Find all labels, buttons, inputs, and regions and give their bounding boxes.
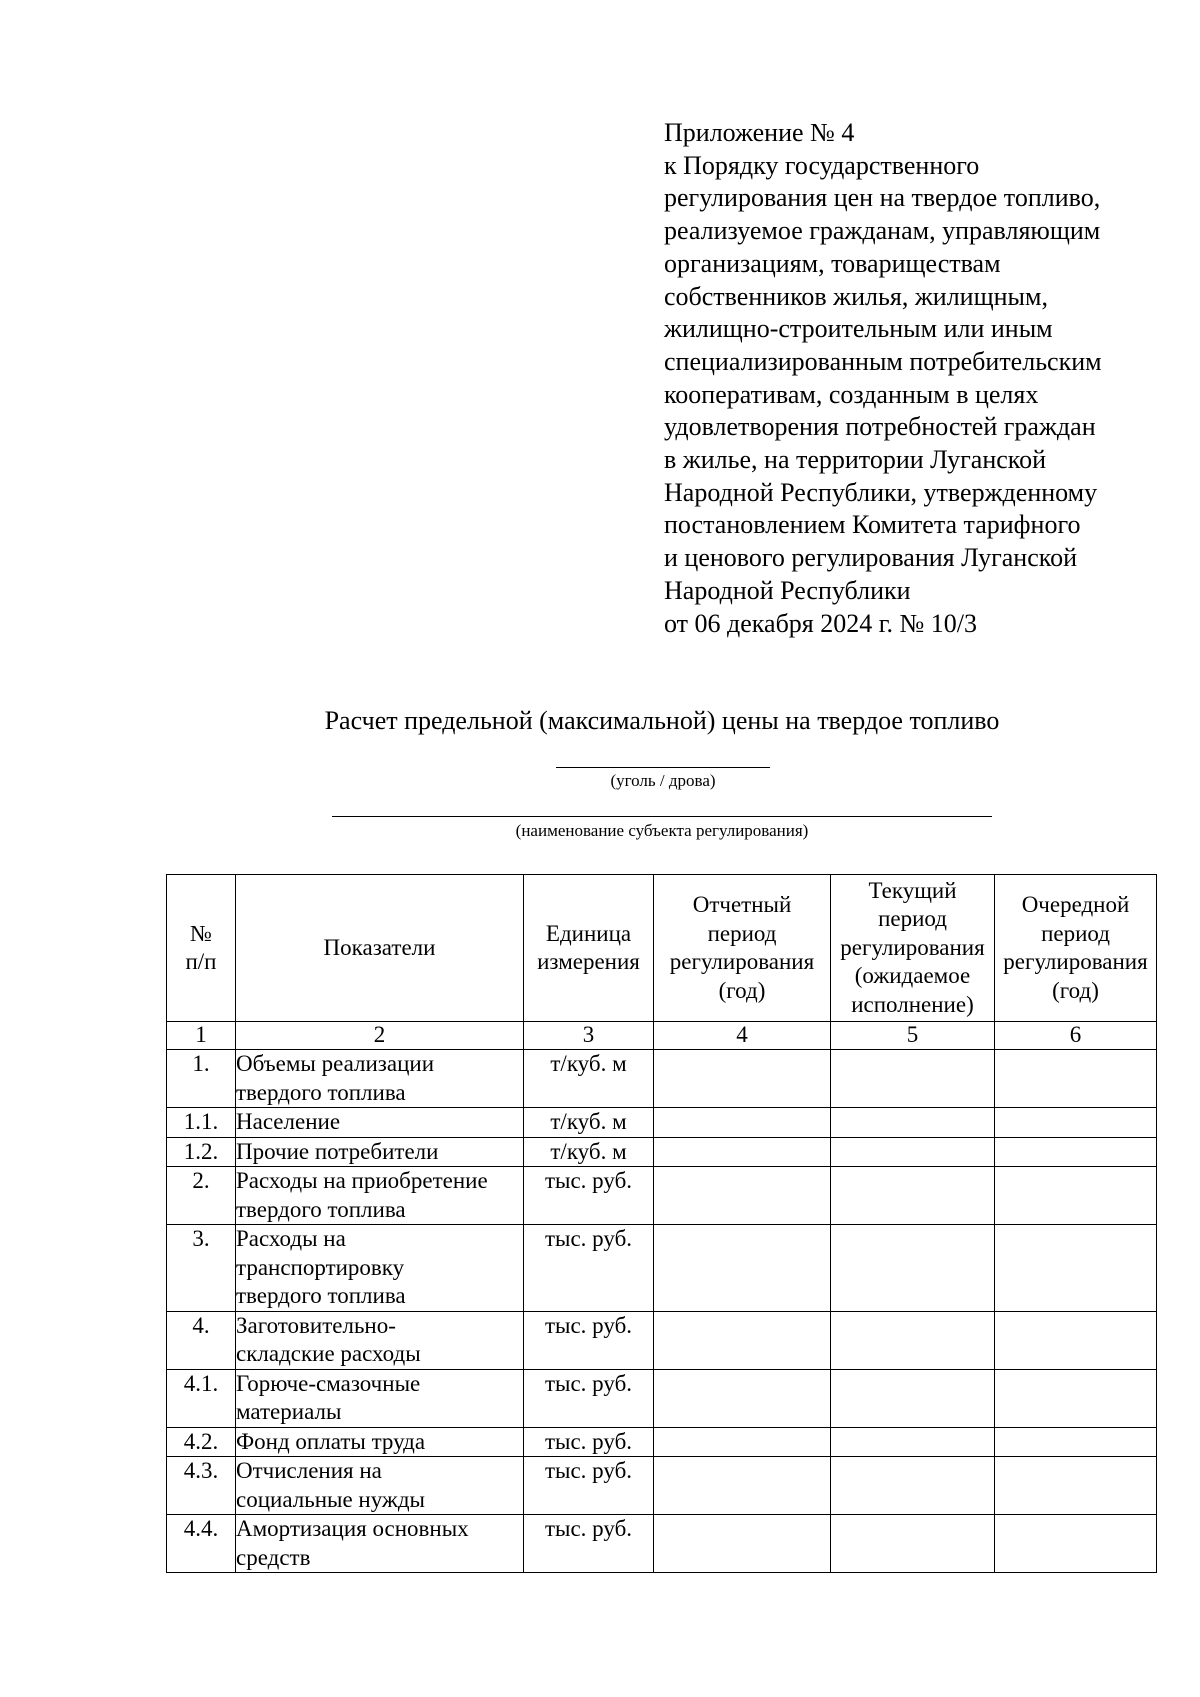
current-value-cell — [831, 1137, 995, 1167]
appendix-line: специализированным потребительским — [664, 346, 1102, 376]
column-numbers-row — [167, 1022, 1157, 1050]
next-value-cell — [995, 1369, 1157, 1427]
appendix-line: кооперативам, созданным в целях — [664, 379, 1039, 409]
indicator-name-line: Фонд оплаты труда — [236, 1428, 426, 1454]
next-value-cell — [995, 1050, 1157, 1108]
reported-value-cell — [654, 1167, 831, 1225]
indicator-name-line: твердого топлива — [236, 1079, 406, 1105]
unit-cell: тыс. руб. — [524, 1311, 654, 1369]
current-value-cell — [831, 1167, 995, 1225]
next-value-cell — [995, 1108, 1157, 1138]
appendix-line: собственников жилья, жилищным, — [664, 281, 1048, 311]
document-title: Расчет предельной (максимальной) цены на твердое топливо — [324, 706, 1000, 735]
current-value-cell — [831, 1369, 995, 1427]
table-row — [167, 1137, 1157, 1167]
header-next-period — [995, 875, 1157, 1022]
indicator-name-line: Амортизация основных — [236, 1516, 469, 1541]
indicator-name — [236, 1225, 524, 1312]
unit-cell: тыс. руб. — [524, 1515, 654, 1573]
table-row — [167, 1457, 1157, 1515]
header-number-line: п/п — [185, 949, 217, 974]
header-reported-line: (год) — [718, 977, 766, 1003]
appendix-line: Приложение № 4 — [664, 118, 855, 147]
reported-value-cell — [654, 1137, 831, 1167]
appendix-line: в жилье, на территории Луганской — [664, 445, 1047, 475]
reported-value-cell — [654, 1225, 831, 1312]
row-number: 3. — [167, 1225, 236, 1312]
current-value-cell — [831, 1311, 995, 1369]
subject-name-hint: (наименование субъекта регулирования) — [515, 821, 809, 840]
row-number: 1.1. — [167, 1108, 236, 1138]
appendix-line: от 06 декабря 2024 г. № 10/3 — [664, 608, 978, 638]
indicator-name — [236, 1457, 524, 1515]
table-row — [167, 1515, 1157, 1573]
indicator-name-line: Расходы на приобретение — [236, 1168, 488, 1193]
header-next-line: Очередной — [1021, 892, 1130, 917]
table-row — [167, 1167, 1157, 1225]
reported-value-cell — [654, 1311, 831, 1369]
fuel-type-blank — [556, 767, 770, 768]
next-value-cell — [995, 1225, 1157, 1312]
indicator-name — [236, 1369, 524, 1427]
header-reported-line: период — [707, 920, 777, 946]
next-value-cell — [995, 1311, 1157, 1369]
table-row — [167, 1050, 1157, 1108]
indicator-name-line: Отчисления на — [236, 1458, 382, 1483]
header-current-line: исполнение) — [851, 991, 974, 1017]
indicator-name-line: транспортировку — [236, 1254, 405, 1280]
header-next-line: период — [1041, 920, 1110, 946]
indicator-name-line: твердого топлива — [236, 1196, 406, 1222]
indicator-name-line: складские расходы — [236, 1341, 421, 1366]
next-value-cell — [995, 1137, 1157, 1167]
next-value-cell — [995, 1167, 1157, 1225]
header-indicator — [236, 875, 524, 1022]
appendix-line: Народной Республики, утвержденному — [664, 477, 1098, 507]
appendix-line: регулирования цен на твердое топливо, — [664, 183, 1101, 213]
reported-value-cell — [654, 1515, 831, 1573]
header-current-line: (ожидаемое — [854, 963, 971, 989]
appendix-line: удовлетворения потребностей граждан — [664, 412, 1096, 442]
indicator-name-line: Горюче-смазочные — [236, 1370, 421, 1396]
table-row — [167, 1369, 1157, 1427]
indicator-name-line: Прочие потребители — [236, 1138, 439, 1164]
header-current-line: регулирования — [840, 934, 985, 960]
fuel-type-hint: (уголь / дрова) — [610, 771, 716, 790]
row-number: 2. — [167, 1167, 236, 1225]
current-value-cell — [831, 1515, 995, 1573]
header-next-line: регулирования — [1003, 949, 1148, 974]
next-value-cell — [995, 1427, 1157, 1457]
indicator-name-line: Население — [236, 1109, 341, 1134]
appendix-line: постановлением Комитета тарифного — [664, 510, 1081, 540]
unit-cell: тыс. руб. — [524, 1427, 654, 1457]
unit-cell: т/куб. м — [524, 1137, 654, 1167]
appendix-line: реализуемое гражданам, управляющим — [664, 216, 1101, 246]
current-value-cell — [831, 1050, 995, 1108]
column-number: 5 — [831, 1022, 995, 1050]
table-row — [167, 1225, 1157, 1312]
indicator-name-line: Заготовительно- — [236, 1312, 396, 1338]
header-current-period — [831, 875, 995, 1022]
unit-cell: тыс. руб. — [524, 1369, 654, 1427]
appendix-line: Народной Республики — [664, 575, 911, 605]
current-value-cell — [831, 1225, 995, 1312]
header-current-line: Текущий — [868, 877, 957, 903]
indicator-name-line: социальные нужды — [236, 1486, 425, 1512]
indicator-name — [236, 1311, 524, 1369]
indicator-name-line: материалы — [236, 1399, 342, 1424]
header-next-line: (год) — [1052, 977, 1099, 1003]
header-indicator-line: Показатели — [323, 934, 436, 960]
indicator-name — [236, 1515, 524, 1573]
indicator-name-line: средств — [236, 1544, 311, 1570]
row-number: 4. — [167, 1311, 236, 1369]
indicator-name — [236, 1427, 524, 1457]
indicator-name — [236, 1167, 524, 1225]
indicator-name — [236, 1050, 524, 1108]
appendix-note — [664, 117, 1164, 640]
appendix-line: и ценового регулирования Луганской — [664, 543, 1077, 573]
header-unit — [524, 875, 654, 1022]
header-unit-line: Единица — [545, 920, 632, 946]
header-reported-period — [654, 875, 831, 1022]
next-value-cell — [995, 1515, 1157, 1573]
column-number: 3 — [524, 1022, 654, 1050]
reported-value-cell — [654, 1427, 831, 1457]
header-reported-line: Отчетный — [692, 892, 792, 917]
column-number: 4 — [654, 1022, 831, 1050]
current-value-cell — [831, 1108, 995, 1138]
table-row — [167, 1311, 1157, 1369]
appendix-line: жилищно-строительным или иным — [664, 314, 1053, 344]
appendix-line: к Порядку государственного — [664, 150, 980, 180]
header-number-line: № — [190, 920, 212, 946]
indicator-name-line: Объемы реализации — [236, 1051, 435, 1076]
unit-cell: т/куб. м — [524, 1050, 654, 1108]
unit-cell: тыс. руб. — [524, 1225, 654, 1312]
header-row — [167, 875, 1157, 1022]
subject-name-blank — [332, 816, 992, 817]
table-row — [167, 1427, 1157, 1457]
header-current-line: период — [878, 906, 947, 932]
row-number: 1.2. — [167, 1137, 236, 1167]
current-value-cell — [831, 1457, 995, 1515]
reported-value-cell — [654, 1369, 831, 1427]
unit-cell: т/куб. м — [524, 1108, 654, 1138]
column-number: 2 — [236, 1022, 524, 1050]
indicator-name-line: Расходы на — [236, 1226, 346, 1251]
header-number — [167, 875, 236, 1022]
header-reported-line: регулирования — [669, 949, 815, 974]
indicator-name — [236, 1137, 524, 1167]
next-value-cell — [995, 1457, 1157, 1515]
unit-cell: тыс. руб. — [524, 1457, 654, 1515]
reported-value-cell — [654, 1050, 831, 1108]
column-number: 6 — [995, 1022, 1157, 1050]
reported-value-cell — [654, 1457, 831, 1515]
price-calculation-table — [166, 874, 1157, 1573]
reported-value-cell — [654, 1108, 831, 1138]
appendix-line: организациям, товариществам — [664, 248, 1001, 278]
column-number: 1 — [167, 1022, 236, 1050]
row-number: 1. — [167, 1050, 236, 1108]
header-unit-line: измерения — [537, 949, 640, 974]
unit-cell: тыс. руб. — [524, 1167, 654, 1225]
row-number: 4.3. — [167, 1457, 236, 1515]
row-number: 4.1. — [167, 1369, 236, 1427]
table-row — [167, 1108, 1157, 1138]
current-value-cell — [831, 1427, 995, 1457]
indicator-name-line: твердого топлива — [236, 1283, 406, 1308]
row-number: 4.2. — [167, 1427, 236, 1457]
indicator-name — [236, 1108, 524, 1138]
row-number: 4.4. — [167, 1515, 236, 1573]
